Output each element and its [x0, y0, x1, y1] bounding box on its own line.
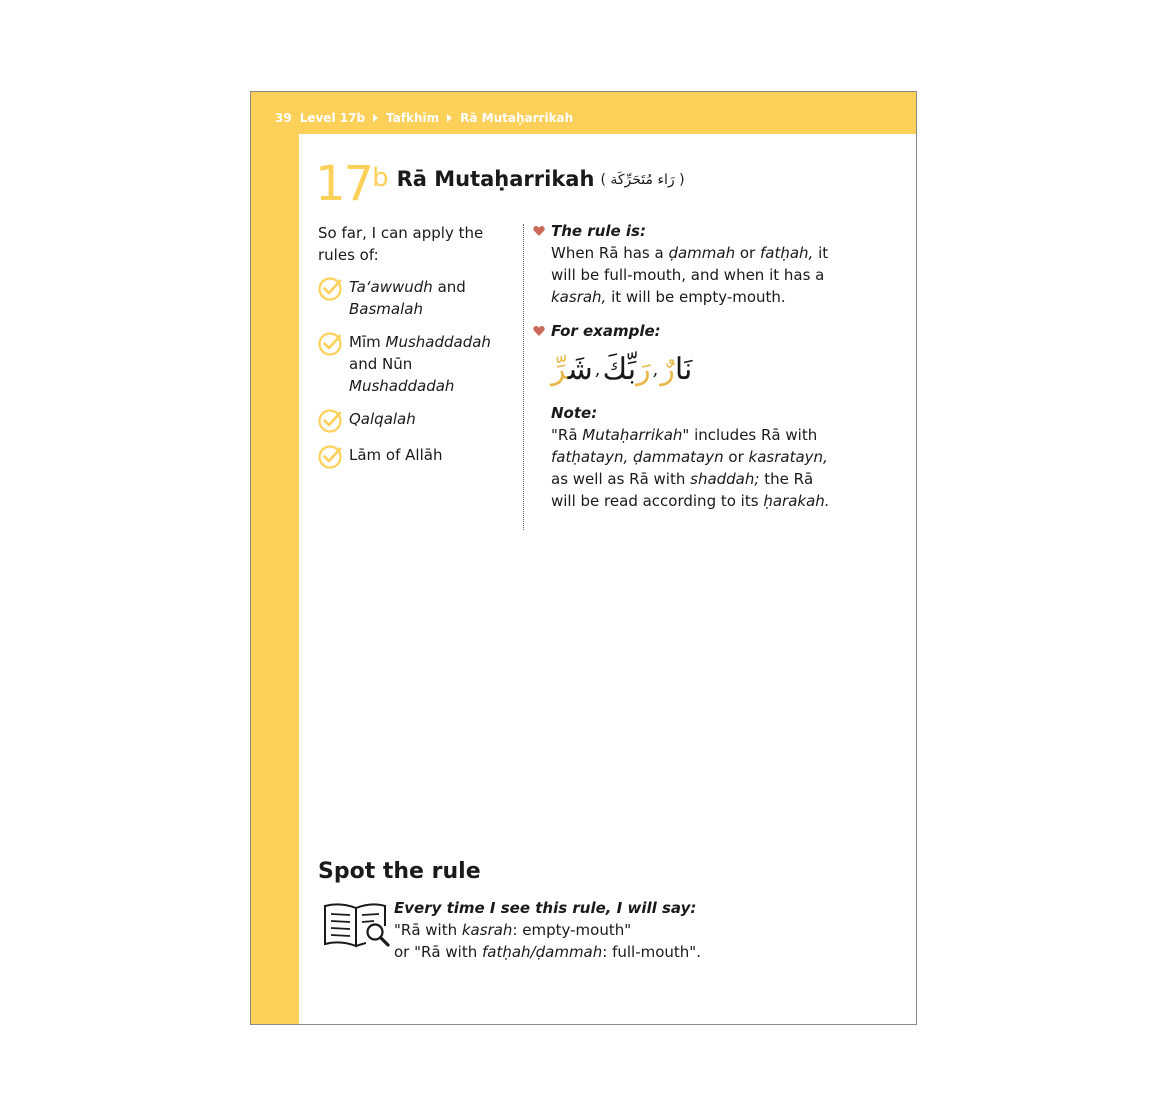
list-item-text: Qalqalah	[349, 410, 416, 428]
rule-text-part: ḍammah	[668, 244, 736, 262]
spot-line-part: or "Rā with	[394, 943, 482, 961]
breadcrumb-topic: Rā Mutaḥarrikah	[460, 111, 574, 125]
example-separator: ,	[594, 359, 601, 380]
page-number: 39	[275, 111, 292, 125]
rule-heading: The rule is:	[551, 222, 646, 240]
rule-text-part: When Rā has a	[551, 244, 669, 262]
list-item	[318, 276, 518, 320]
example-word-base: نَا	[674, 352, 693, 387]
rule-text	[551, 242, 833, 308]
note-text	[551, 424, 833, 512]
example-word	[551, 350, 593, 390]
list-item-text: Lām of Allāh	[349, 446, 443, 464]
example-word-base: بِّكَ	[602, 352, 637, 387]
spot-the-rule-text	[394, 897, 734, 963]
example-section	[533, 320, 833, 390]
list-item-text	[349, 331, 518, 397]
column-divider	[523, 224, 524, 530]
learned-rules	[318, 222, 518, 480]
note-text-part: Mutaḥarrikah	[582, 426, 683, 444]
check-circle-icon	[318, 443, 344, 469]
rule-column	[533, 220, 833, 512]
book-magnifier-icon	[322, 900, 392, 952]
list-item	[318, 331, 518, 397]
lesson-number: 17	[315, 156, 373, 212]
note-text-part: "Rā	[551, 426, 583, 444]
learned-intro: So far, I can apply the rules of:	[318, 224, 484, 264]
breadcrumb-level: Level 17b	[299, 111, 366, 125]
rule-text-part: kasrah,	[551, 288, 607, 306]
lesson-header	[315, 156, 685, 212]
check-circle-icon	[318, 407, 344, 433]
breadcrumb	[275, 111, 581, 125]
heart-icon	[533, 325, 545, 337]
example-word-ra: رَ	[636, 352, 651, 387]
lesson-title-arabic: ( رَاء مُتَحَرِّكَة )	[600, 172, 685, 188]
example-word	[602, 350, 650, 390]
list-item-text-italic: Ta‘awwudh	[349, 278, 433, 296]
note-text-part: fatḥatayn, ḍammatayn	[551, 448, 724, 466]
list-item-text-plain: and	[432, 278, 466, 296]
note-text-part: kasratayn,	[748, 448, 828, 466]
note-text-part: shaddah;	[690, 470, 760, 488]
rule-text-part: it will be full-mouth, and when it has a	[551, 244, 829, 284]
rule-section	[533, 220, 833, 308]
list-item-text-italic: Mushaddadah	[349, 377, 455, 395]
note-text-part: " includes Rā with	[682, 426, 818, 444]
spot-line-part: : full-mouth".	[602, 943, 701, 961]
spot-line-part: fatḥah/ḍammah	[482, 943, 603, 961]
note-text-part: as well as Rā with	[551, 470, 691, 488]
list-item-text-plain: Mīm	[349, 333, 386, 351]
spot-line-part: "Rā with	[394, 921, 462, 939]
check-circle-icon	[318, 330, 344, 356]
rule-text-part: or	[735, 244, 760, 262]
lesson-title: Rā Mutaḥarrikah	[396, 167, 595, 191]
triangle-right-icon	[373, 114, 378, 122]
example-word-base: شَ	[567, 352, 593, 387]
heart-icon	[533, 225, 545, 237]
note-text-part: ḥarakah.	[763, 492, 830, 510]
lesson-suffix: b	[372, 163, 389, 193]
example-word	[660, 350, 692, 390]
example-word-ra: رِّ	[551, 352, 568, 387]
spot-line-fathah	[394, 941, 734, 963]
note-section	[533, 402, 833, 512]
example-separator: ,	[652, 359, 659, 380]
lesson-page	[250, 91, 917, 1025]
list-item-text-italic: Basmalah	[349, 300, 423, 318]
spot-line-part: kasrah	[461, 921, 513, 939]
example-words	[551, 344, 833, 390]
list-item-text-plain: and Nūn	[349, 355, 413, 373]
note-text-part: the Rā will be read according to its	[551, 470, 814, 510]
check-circle-icon	[318, 275, 344, 301]
list-item-text	[349, 276, 518, 320]
spot-the-rule-title: Spot the rule	[318, 859, 481, 884]
note-text-part: or	[723, 448, 749, 466]
breadcrumb-section: Tafkhīm	[386, 111, 440, 125]
note-heading: Note:	[551, 404, 598, 422]
list-item	[318, 408, 518, 433]
learned-list	[318, 276, 518, 469]
example-heading: For example:	[551, 322, 661, 340]
list-item	[318, 444, 518, 469]
rule-text-part: it will be empty-mouth.	[606, 288, 786, 306]
spot-line-kasrah	[394, 919, 734, 941]
triangle-right-icon	[447, 114, 452, 122]
side-bar	[251, 92, 299, 1024]
list-item-text-italic: Mushaddadah	[385, 333, 491, 351]
rule-text-part: fatḥah,	[760, 244, 814, 262]
spot-heading: Every time I see this rule, I will say:	[394, 899, 697, 917]
example-word-ra: رٌ	[660, 352, 675, 387]
spot-line-part: : empty-mouth"	[512, 921, 632, 939]
